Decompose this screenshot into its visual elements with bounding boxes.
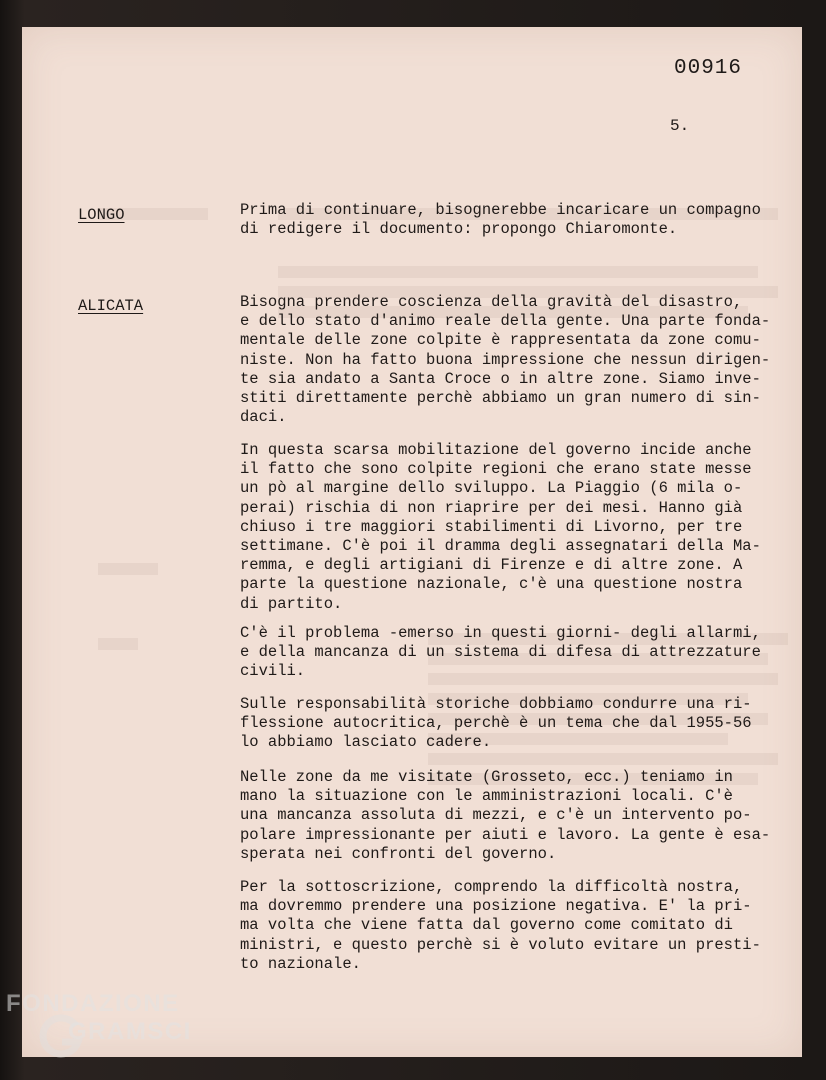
- speaker-text-alicata-2: [240, 441, 785, 614]
- page-number: 5.: [670, 117, 690, 135]
- speaker-text-alicata: [240, 293, 785, 427]
- archive-number: 00916: [674, 57, 743, 80]
- watermark-line1: FONDAZIONE: [6, 990, 180, 1017]
- document-page: [22, 27, 802, 1057]
- paragraph: C'è il problema -emerso in questi giorni- degli allarmi, e della mancanza di un sistema di difesa di attrezzature civili.: [240, 624, 761, 681]
- paragraph: Nelle zone da me visitate (Grosseto, ecc.) teniamo in mano la situazione con le amministrazioni locali. C'è una mancanza assoluta di mezzi, e c'è un intervento po- polare impressionante per aiuti e lavoro. La gente è esa- sperata nei confronti del governo.: [240, 768, 771, 863]
- speaker-text-alicata-6: [240, 878, 785, 974]
- speaker-name-alicata: ALICATA: [78, 297, 144, 315]
- speaker-text-alicata-3: [240, 624, 785, 682]
- paragraph: Per la sottoscrizione, comprendo la difficoltà nostra, ma dovremmo prendere una posizione negativa. E' la pri- ma volta che viene fatta dal governo come comitato di ministri, e questo perchè si è voluto evitare un presti- to nazionale.: [240, 878, 761, 973]
- watermark-line2: GRAMSCI: [68, 1018, 192, 1045]
- speaker-text-longo: [240, 201, 785, 239]
- paragraph: In questa scarsa mobilitazione del governo incide anche il fatto che sono colpite regioni che erano state messe un pò al margine dello sviluppo. La Piaggio (6 mila o- perai) rischia di non riaprire per dei mesi. Hanno già chiuso i tre maggiori stabilimenti di Livorno, per tre settimane. C'è poi il dramma degli assegnatari della Ma- remma, e degli artigiani di Firenze e di altre zone. A parte la questione nazionale, c'è una questione nostra di partito.: [240, 441, 761, 613]
- paragraph: Sulle responsabilità storiche dobbiamo condurre una ri- flessione autocritica, perchè è un tema che dal 1955-56 lo abbiamo lasciato cadere.: [240, 695, 752, 752]
- paragraph: Bisogna prendere coscienza della gravità del disastro, e dello stato d'animo reale della gente. Una parte fonda- mentale delle zone colpite è rappresentata da zone comu- niste. Non ha fatto buona impressione che nessun dirigen- te sia andato a Santa Croce o in altre zone. Siamo inve- stiti direttamente perchè abbiamo un gran numero di sin- daci.: [240, 293, 771, 427]
- paragraph: Prima di continuare, bisognerebbe incaricare un compagno di redigere il documento: propongo Chiaromonte.: [240, 201, 761, 239]
- speaker-text-alicata-4: [240, 695, 785, 753]
- speaker-text-alicata-5: [240, 768, 785, 864]
- fondazione-gramsci-watermark: [4, 990, 204, 1070]
- speaker-name-longo: LONGO: [78, 206, 125, 224]
